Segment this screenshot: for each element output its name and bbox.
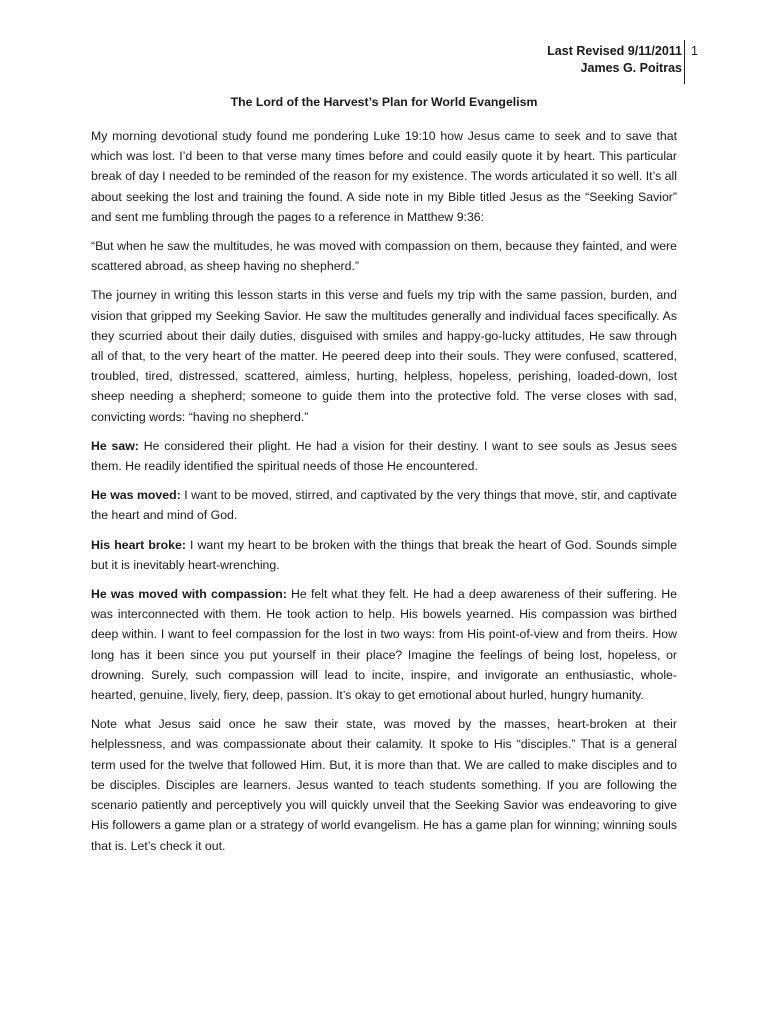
paragraph-lead: He was moved:: [91, 488, 181, 503]
page-number: 1: [691, 44, 698, 58]
paragraph-text: He felt what they felt. He had a deep awareness of their suffering. He was interconnected with them. He took action to help. His bowels yearned. His compassion was birthed deep within. I want to feel compassion for the lost in two ways: from His point-of-view and from theirs. How long has it been since you put yourself in their place? Imagine the feelings of being lost, hopeless, or drowning. Surely, such compassion will lead to incite, inspire, and invigorate an enthusiastic, whole-hearted, genuine, lively, fiery, deep, passion. It’s okay to get emotional about hurled, hungry humanity.: [91, 587, 677, 703]
paragraph-lead: He was moved with compassion:: [91, 587, 287, 602]
document-body: [91, 126, 677, 865]
paragraph: My morning devotional study found me pondering Luke 19:10 how Jesus came to seek and to save that which was lost. I’d been to that verse many times before and could easily quote it by heart. This particular break of day I needed to be reminded of the reason for my existence. The words articulated it so well. It’s all about seeking the lost and training the found. A side note in my Bible titled Jesus as the “Seeking Savior” and sent me fumbling through the pages to a reference in Matthew 9:36:: [91, 129, 677, 224]
paragraph: The journey in writing this lesson starts in this verse and fuels my trip with the same passion, burden, and vision that gripped my Seeking Savior. He saw the multitudes generally and individual faces specifically. As they scurried about their daily duties, disguised with smiles and happy-go-lucky attitudes, He saw through all of that, to the very heart of the matter. He peered deep into their souls. They were confused, scattered, troubled, tired, distressed, scattered, aimless, hurting, helpless, hopeless, perishing, loaded-down, lost sheep needing a shepherd; someone to guide them into the protective fold. The verse closes with sad, convicting words: “having no shepherd.”: [91, 288, 677, 424]
author-name: James G. Poitras: [580, 61, 682, 75]
paragraph-text: I want to be moved, stirred, and captivated by the very things that move, stir, and captivate the heart and mind of God.: [91, 488, 678, 523]
header-divider: [684, 40, 685, 84]
paragraph-text: I want my heart to be broken with the things that break the heart of God. Sounds simple but it is inevitably heart-wrenching.: [91, 537, 678, 572]
paragraph: [91, 485, 677, 525]
last-revised: Last Revised 9/11/2011: [547, 44, 682, 58]
scripture-quote: “But when he saw the multitudes, he was moved with compassion on them, because they fainted, and were scattered abroad, as sheep having no shepherd.”: [91, 239, 677, 274]
paragraph-text: He considered their plight. He had a vision for their destiny. I want to see souls as Jesus sees them. He readily identified the spiritual needs of those He encountered.: [91, 438, 677, 474]
paragraph-lead: His heart broke:: [91, 537, 186, 552]
page-header: [547, 43, 682, 77]
paragraph: [91, 436, 677, 476]
paragraph: Note what Jesus said once he saw their state, was moved by the masses, heart-broken at their helplessness, and was compassionate about their calamity. It spoke to His “disciples.” That is a general term used for the twelve that followed Him. But, it is more than that. We are called to make disciples and to be disciples. Disciples are learners. Jesus wanted to teach students something. If you are following the scenario patiently and perceptively you will quickly unveil that the Seeking Savior was endeavoring to give His followers a game plan or a strategy of world evangelism. He has a game plan for winning; winning souls that is. Let’s check it out.: [91, 717, 677, 853]
paragraph-lead: He saw:: [91, 438, 139, 453]
paragraph: [91, 535, 677, 575]
paragraph: [91, 584, 677, 705]
document-title: The Lord of the Harvest’s Plan for World Evangelism: [230, 95, 538, 109]
